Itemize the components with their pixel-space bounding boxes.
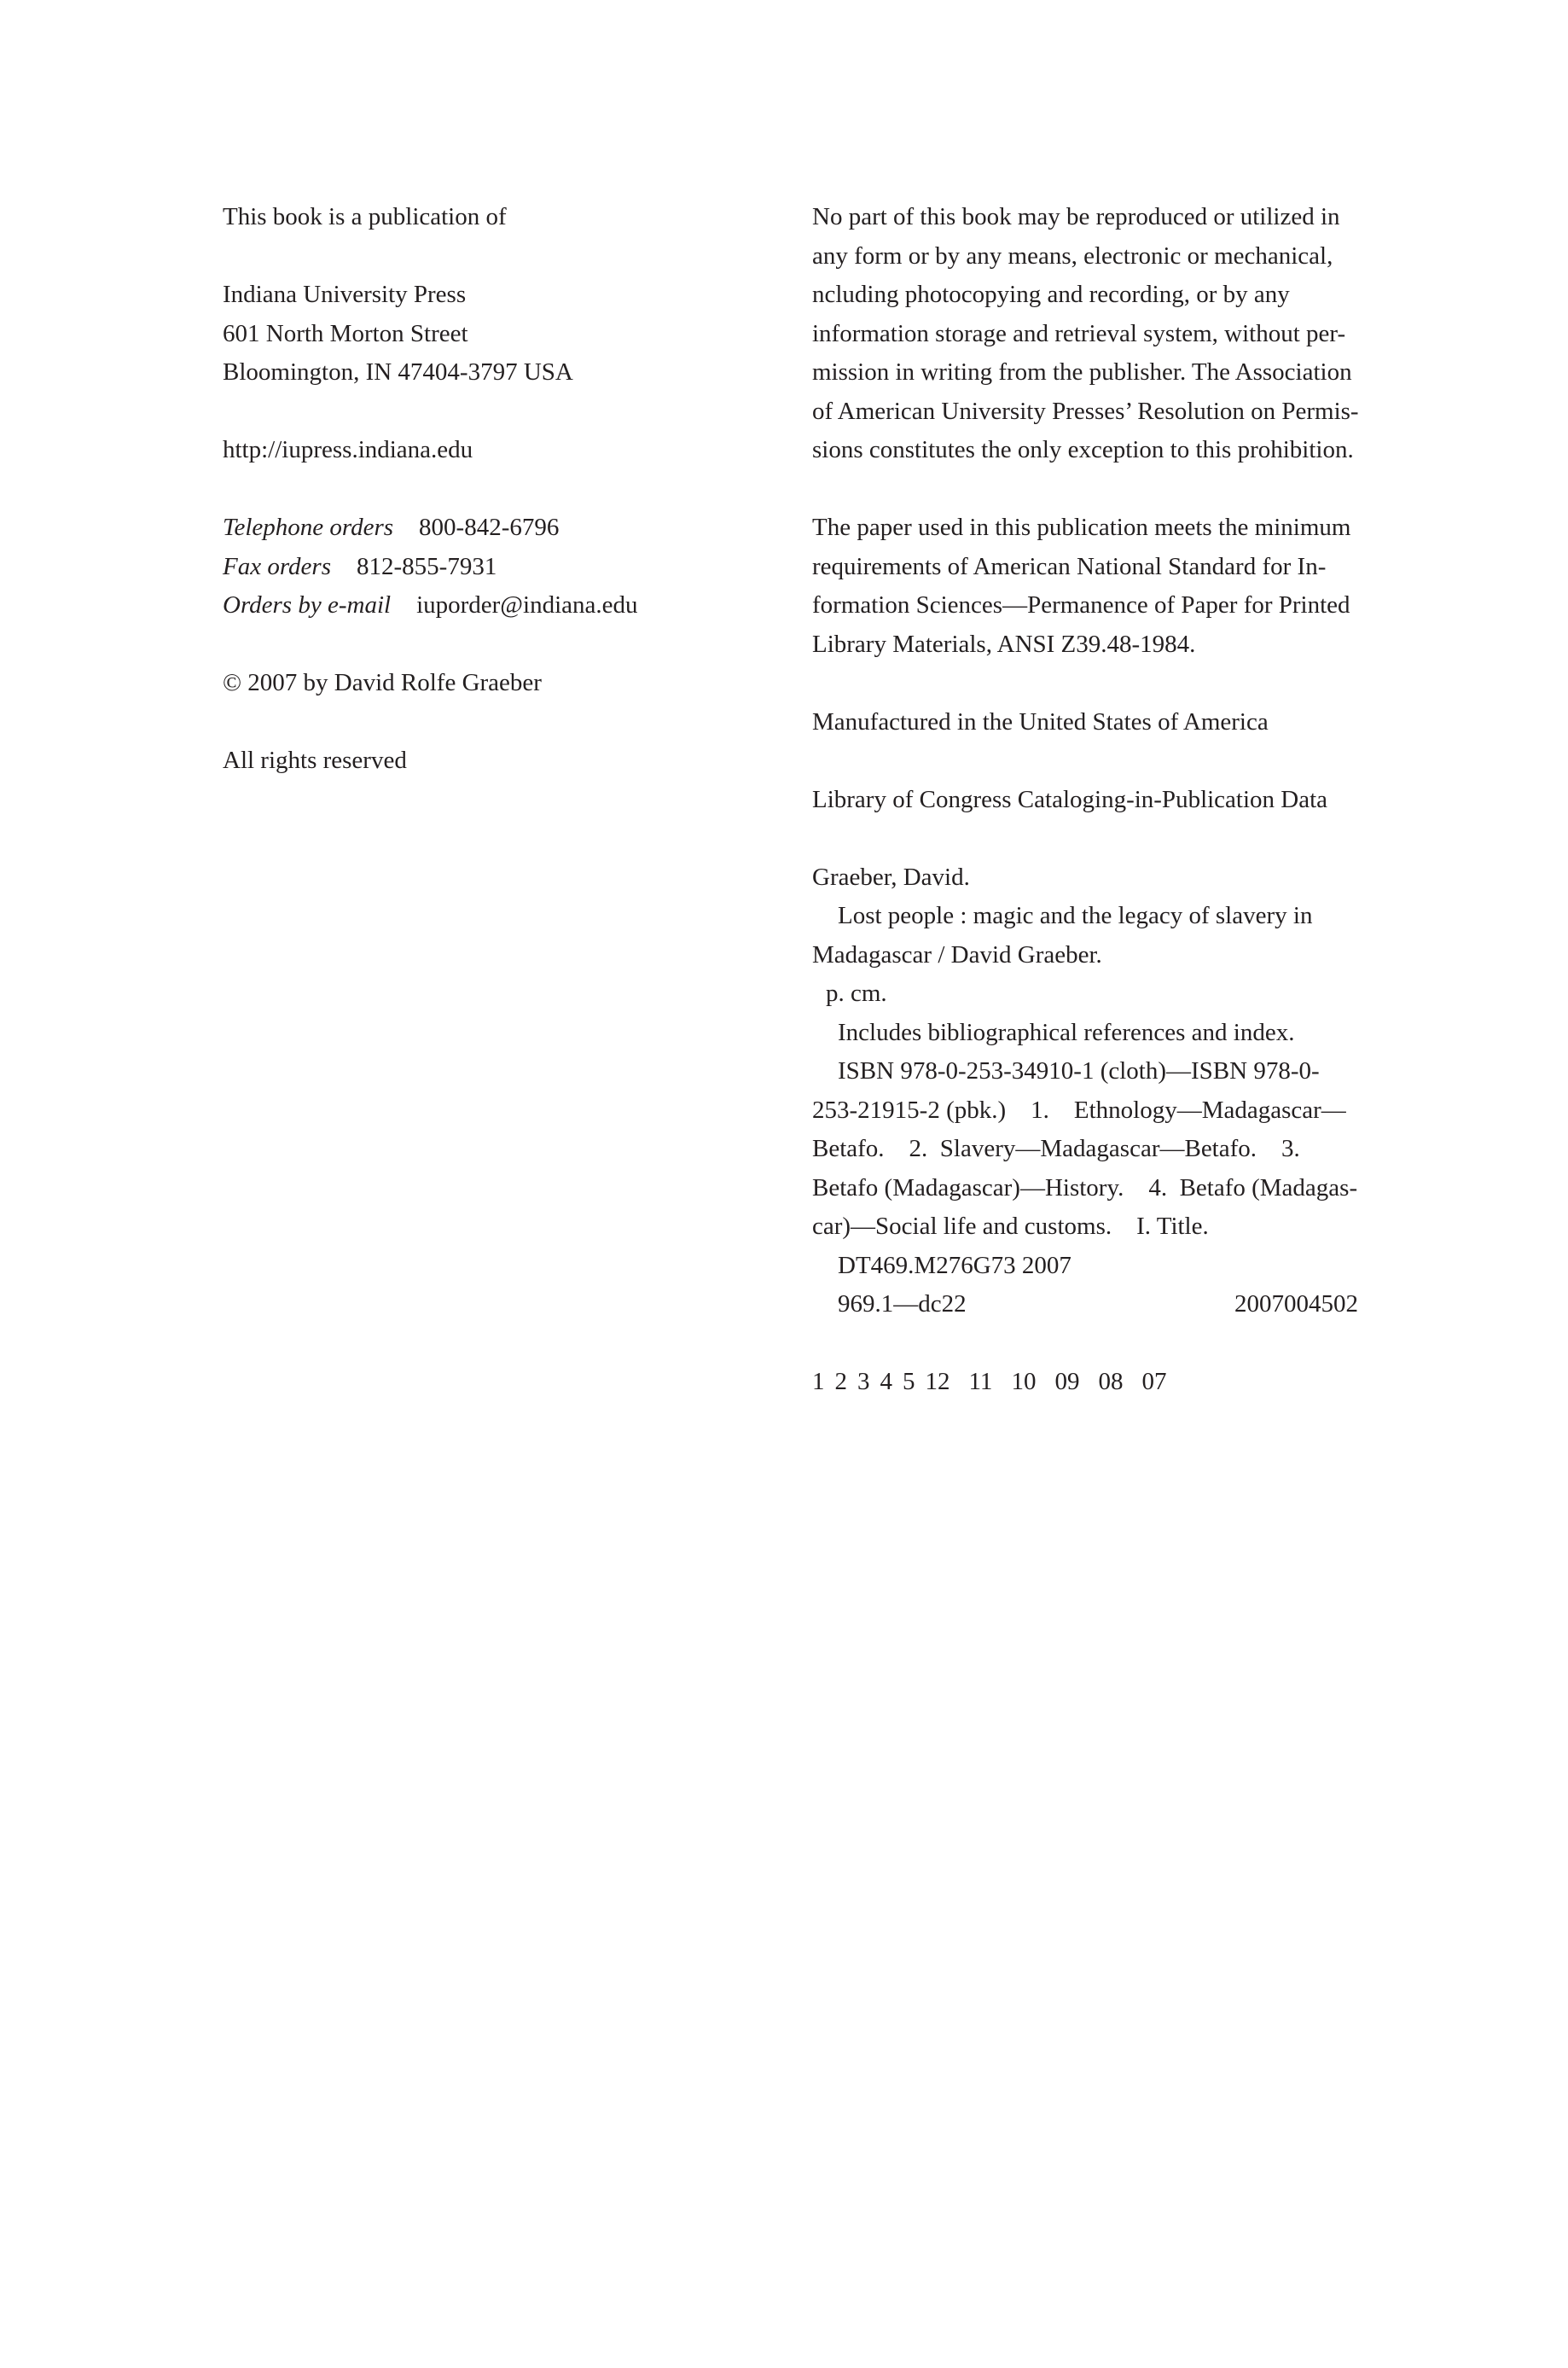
fax-orders-value: 812-855-7931: [357, 552, 497, 580]
paper-notice-line: formation Sciences—Permanence of Paper for Printed: [812, 591, 1350, 619]
reproduction-notice-line: ncluding photocopying and recording, or by any: [812, 281, 1290, 308]
printing-number: 2: [834, 1368, 847, 1395]
cip-lccn: 2007004502: [1234, 1290, 1358, 1318]
paper-notice-line: Library Materials, ANSI Z39.48-1984.: [812, 630, 1196, 658]
fax-orders-row: [223, 548, 735, 587]
press-website: http://iupress.indiana.edu: [223, 436, 473, 463]
press-name: Indiana University Press: [223, 281, 467, 308]
reproduction-notice-line: sions constitutes the only exception to this prohibition.: [812, 436, 1354, 463]
reproduction-notice-line: any form or by any means, electronic or mechanical,: [812, 241, 1333, 270]
cip-subject-line: car)—Social life and customs. I. Title.: [812, 1213, 1209, 1240]
left-column: [223, 198, 735, 781]
reproduction-notice-line: No part of this book may be reproduced or utilized in: [812, 203, 1340, 230]
press-city: Bloomington, IN 47404-3797 USA: [223, 358, 573, 386]
spacer: [223, 393, 735, 432]
printing-number: 4: [880, 1368, 892, 1395]
printing-number: 10: [1011, 1368, 1037, 1395]
printing-number: 1: [812, 1368, 825, 1395]
fax-orders-label: Fax orders: [223, 552, 331, 580]
cip-record: [812, 858, 1358, 1324]
spacer: [812, 1324, 1358, 1364]
cip-subject-line: Betafo. 2. Slavery—Madagascar—Betafo. 3.: [812, 1135, 1300, 1162]
publication-intro: This book is a publication of: [223, 203, 507, 230]
email-orders-label: Orders by e-mail: [223, 591, 392, 619]
telephone-orders-row: [223, 509, 735, 548]
cip-dewey: 969.1—dc22: [838, 1290, 967, 1318]
paper-notice-line: The paper used in this publication meets the minimum: [812, 514, 1351, 541]
reproduction-notice-line: of American University Presses’ Resolution on Permis-: [812, 397, 1359, 425]
paper-notice-line: requirements of American National Standard for In-: [812, 552, 1327, 580]
manufactured-line: Manufactured in the United States of America: [812, 707, 1269, 736]
printing-number: 07: [1141, 1368, 1167, 1395]
telephone-orders-label: Telephone orders: [223, 514, 394, 541]
cip-heading: Library of Congress Cataloging-in-Publication Data: [812, 785, 1328, 813]
printing-numbers: [812, 1363, 1358, 1402]
spacer: [223, 470, 735, 509]
printing-number: 11: [968, 1368, 993, 1395]
spacer: [223, 703, 735, 742]
email-orders-value: iuporder@indiana.edu: [416, 591, 638, 619]
rights-line: All rights reserved: [223, 747, 407, 774]
cip-title: Lost people : magic and the legacy of slavery in: [838, 902, 1313, 929]
right-column: [812, 198, 1358, 1402]
printing-number: 3: [857, 1368, 870, 1395]
cip-includes: Includes bibliographical references and index.: [838, 1018, 1295, 1046]
spacer: [812, 819, 1358, 858]
copyright-line: © 2007 by David Rolfe Graeber: [223, 669, 542, 696]
printing-number: 12: [925, 1368, 950, 1395]
paper-notice: [812, 509, 1358, 664]
telephone-orders-value: 800-842-6796: [419, 514, 560, 541]
spacer: [812, 664, 1358, 703]
press-street: 601 North Morton Street: [223, 319, 468, 347]
email-orders-row: [223, 586, 735, 625]
reproduction-notice-line: information storage and retrieval system, without per-: [812, 319, 1346, 347]
spacer: [812, 742, 1358, 781]
cip-author: Graeber, David.: [812, 863, 970, 891]
cip-subject-line: 253-21915-2 (pbk.) 1. Ethnology—Madagascar—: [812, 1096, 1346, 1124]
spacer: [223, 625, 735, 665]
cip-isbn-line: ISBN 978-0-253-34910-1 (cloth)—ISBN 978-0-: [838, 1057, 1320, 1085]
reproduction-notice: [812, 198, 1358, 470]
cip-call-number: DT469.M276G73 2007: [838, 1251, 1071, 1279]
cip-subject-line: Betafo (Madagascar)—History. 4. Betafo (Madagas-: [812, 1173, 1358, 1201]
cip-title-continued: Madagascar / David Graeber.: [812, 940, 1102, 969]
printing-number: 09: [1054, 1368, 1080, 1395]
printing-number: 5: [903, 1368, 915, 1395]
spacer: [812, 470, 1358, 509]
spacer: [223, 237, 735, 276]
cip-classification-row: [812, 1285, 1358, 1324]
printing-number: 08: [1098, 1368, 1124, 1395]
cip-pages: p. cm.: [826, 980, 887, 1007]
reproduction-notice-line: mission in writing from the publisher. The Association: [812, 358, 1352, 386]
